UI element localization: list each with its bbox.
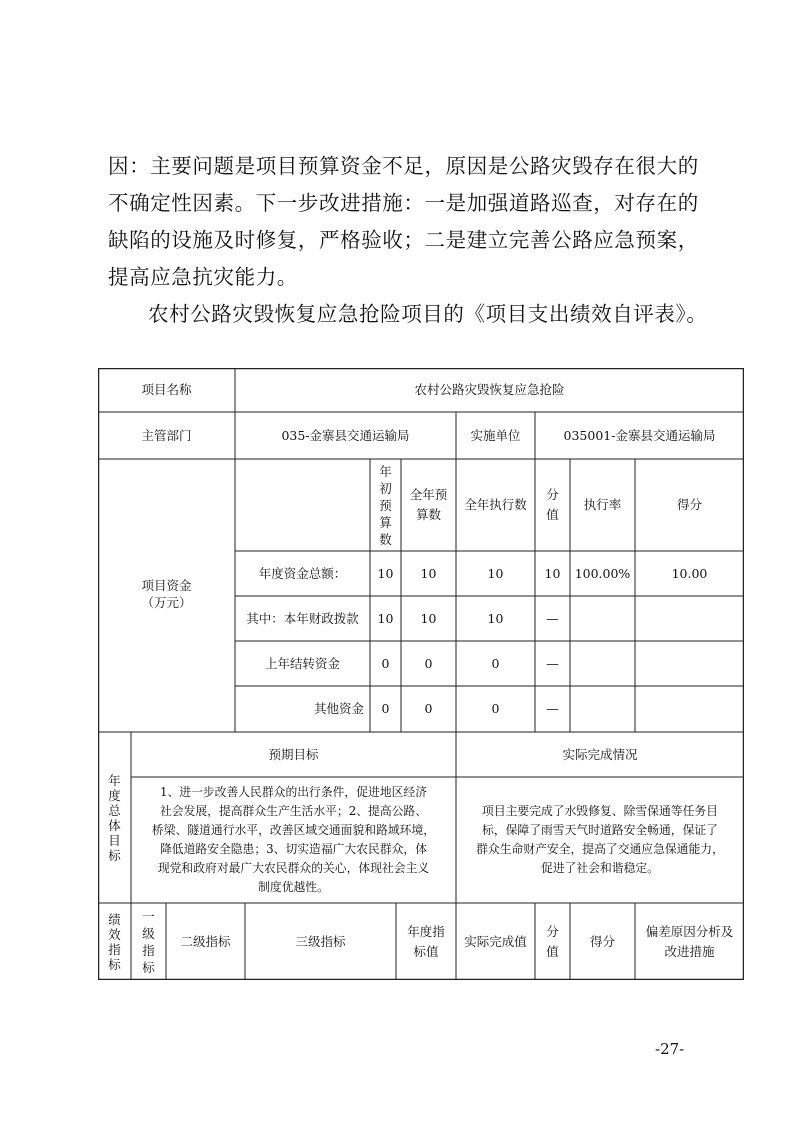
fund-row-initial: 0 (381, 701, 390, 716)
perf-score-header: 得分 (589, 933, 615, 949)
funds-label-line: 项目资金 (141, 578, 192, 593)
goal-vertical-label (98, 732, 131, 903)
expected-goal-text (131, 777, 456, 903)
header-line: 标值 (413, 943, 439, 959)
fund-row-value: — (546, 701, 559, 716)
header-char: 分 (546, 923, 559, 939)
dept-label: 主管部门 (141, 427, 192, 443)
perf-score-value-header (535, 903, 570, 980)
header-char: 初 (379, 480, 392, 496)
header-char: 年 (379, 463, 392, 479)
actual-line: 促进了社会和谐稳定。 (541, 861, 659, 875)
fund-row-rate: 100.00% (574, 565, 631, 581)
header-line: 全年预 (409, 487, 448, 502)
paragraph-line: 农村公路灾毁恢复应急抢险项目的《项目支出绩效自评表》。 (148, 302, 708, 326)
col-annual-budget (401, 459, 456, 551)
fund-row-exec: 0 (491, 701, 500, 716)
fund-row-value: — (546, 610, 559, 626)
unit-label: 实施单位 (470, 427, 521, 443)
fund-row-score (635, 686, 744, 732)
level1-header (131, 903, 166, 980)
label-char: 标 (108, 956, 121, 972)
fund-row-annual: 0 (424, 701, 433, 716)
goal-line: 现党和政府对最广大农民群众的关心，体现社会主义 (157, 861, 430, 875)
header-line: 改进措施 (664, 943, 715, 959)
deviation-header (635, 903, 744, 980)
level2-header: 二级指标 (180, 933, 231, 949)
fund-row-rate (570, 641, 635, 686)
body-paragraph (108, 148, 718, 296)
col-score: 得分 (676, 497, 702, 512)
goal-line: 降低道路安全隐患；3、切实造福广大农民群众，体 (159, 842, 428, 856)
fund-row-value: 10 (544, 565, 561, 581)
fund-row-initial: 0 (381, 655, 390, 671)
header-char: 指 (142, 942, 155, 958)
header-char: 标 (142, 959, 155, 975)
fund-row-rate (570, 596, 635, 641)
actual-value-header: 实际完成值 (464, 933, 527, 949)
fund-row-value: — (546, 655, 559, 671)
funds-label-line: （万元） (141, 595, 192, 610)
goal-line: 桥梁、隧道通行水平，改善区域交通面貌和路域环境， (151, 823, 436, 837)
header-char: 值 (546, 507, 559, 522)
actual-line: 项目主要完成了水毁修复、除雪保通等任务目 (482, 804, 718, 818)
project-name-label: 项目名称 (141, 382, 192, 397)
header-line: 算数 (415, 507, 441, 522)
label-char: 目 (108, 832, 121, 848)
col-score-value (535, 459, 570, 551)
header-line: 偏差原因分析及 (645, 923, 734, 939)
col-initial-budget (370, 459, 401, 551)
actual-line: 标，保障了雨雪天气时道路安全畅通，保证了 (482, 823, 718, 837)
header-char: 值 (546, 943, 559, 959)
expected-goal-header: 预期目标 (268, 746, 319, 762)
page-number: -27- (655, 1040, 685, 1058)
perf-vertical-label (98, 903, 131, 980)
fund-row-score (635, 641, 744, 686)
goal-line: 制度优越性。 (258, 880, 329, 894)
label-char: 年 (108, 772, 121, 788)
label-char: 标 (108, 847, 121, 863)
actual-header: 实际完成情况 (562, 746, 638, 762)
label-char: 指 (108, 941, 121, 957)
performance-evaluation-table (98, 368, 744, 980)
actual-line: 群众生命财产安全，提高了交通应急保通能力， (476, 842, 724, 856)
fund-row-annual: 10 (420, 610, 437, 626)
fund-row-initial: 10 (377, 610, 394, 626)
paragraph-line: 缺陷的设施及时修复，严格验收；二是建立完善公路应急预案， (108, 228, 699, 252)
level3-header: 三级指标 (295, 933, 346, 949)
fund-row-annual: 10 (420, 565, 437, 581)
label-char: 体 (108, 817, 121, 833)
fund-row-annual: 0 (424, 655, 433, 671)
fund-row-label: 其他资金 (313, 701, 364, 716)
goal-line: 1、进一步改善人民群众的出行条件，促进地区经济 (159, 785, 428, 799)
dept-value: 035-金寨县交通运输局 (281, 427, 410, 443)
col-annual-exec: 全年执行数 (464, 497, 527, 512)
fund-row-rate (570, 686, 635, 732)
col-exec-rate: 执行率 (583, 497, 622, 512)
header-line: 年度指 (407, 923, 445, 939)
paragraph-line: 提高应急抗灾能力。 (108, 265, 298, 289)
label-char: 绩 (108, 911, 121, 927)
fund-row-exec: 0 (491, 655, 500, 671)
actual-text (456, 777, 744, 903)
fund-row-score: 10.00 (671, 565, 708, 581)
fund-row-score (635, 596, 744, 641)
project-name-value: 农村公路灾毁恢复应急抢险 (414, 382, 565, 397)
header-char: 预 (379, 497, 392, 513)
header-char: 级 (142, 925, 155, 941)
fund-row-label: 年度资金总额： (258, 565, 347, 581)
label-char: 度 (108, 787, 121, 803)
header-char: 数 (379, 531, 392, 547)
fund-row-exec: 10 (487, 610, 504, 626)
header-char: 分 (546, 487, 559, 502)
fund-row-exec: 10 (487, 565, 504, 581)
label-char: 总 (108, 802, 121, 818)
paragraph-line: 因：主要问题是项目预算资金不足，原因是公路灾毁存在很大的 (108, 154, 699, 178)
fund-row-label: 上年结转资金 (264, 655, 340, 671)
unit-value: 035001-金寨县交通运输局 (563, 427, 716, 443)
funds-label (98, 459, 235, 732)
goal-line: 社会发展，提高群众生产生活水平；2、提高公路、 (159, 804, 428, 818)
header-char: 算 (379, 514, 392, 530)
table-intro-paragraph (148, 296, 758, 333)
annual-target-header (396, 903, 456, 980)
label-char: 效 (108, 926, 121, 942)
header-char: 一 (142, 908, 155, 924)
fund-row-label: 其中：本年财政拨款 (246, 610, 359, 626)
paragraph-line: 不确定性因素。下一步改进措施：一是加强道路巡查，对存在的 (108, 191, 699, 215)
fund-row-initial: 10 (377, 565, 394, 581)
